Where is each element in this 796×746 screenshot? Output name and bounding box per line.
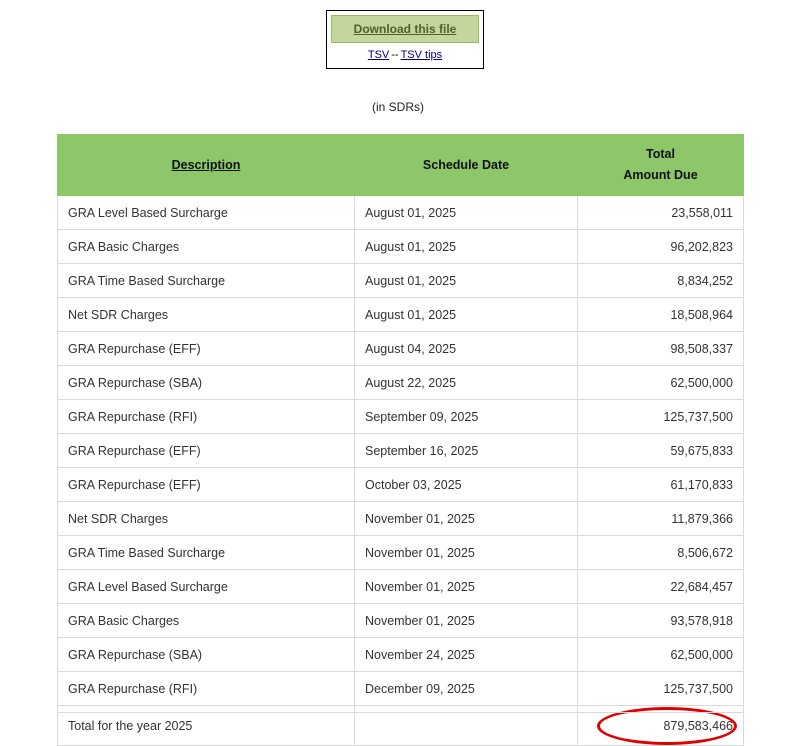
total-header-line1: Total [646, 146, 675, 161]
total-header-line2: Amount Due [623, 168, 698, 182]
table-header-row [58, 135, 744, 196]
table-row [58, 434, 744, 468]
cell-amount: 62,500,000 [578, 638, 744, 672]
column-header-description[interactable]: Description [58, 135, 355, 196]
cell-amount: 22,684,457 [578, 570, 744, 604]
table-row [58, 400, 744, 434]
cell-schedule-date: August 01, 2025 [355, 196, 578, 230]
cell-schedule-date: August 04, 2025 [355, 332, 578, 366]
cell-total-label: Total for the year 2025 [58, 706, 355, 746]
cell-schedule-date: October 03, 2025 [355, 468, 578, 502]
cell-amount: 18,508,964 [578, 298, 744, 332]
cell-amount: 11,879,366 [578, 502, 744, 536]
cell-schedule-date: August 01, 2025 [355, 298, 578, 332]
units-caption: (in SDRs) [371, 100, 424, 114]
cell-description: GRA Repurchase (EFF) [58, 468, 355, 502]
cell-description: Net SDR Charges [58, 298, 355, 332]
cell-schedule-date: December 09, 2025 [355, 672, 578, 706]
cell-amount: 23,558,011 [578, 196, 744, 230]
cell-schedule-date: November 01, 2025 [355, 502, 578, 536]
cell-description: GRA Level Based Surcharge [58, 196, 355, 230]
cell-schedule-date: August 22, 2025 [355, 366, 578, 400]
cell-description: GRA Basic Charges [58, 230, 355, 264]
table-row [58, 502, 744, 536]
bottom-divider [57, 712, 743, 713]
column-header-total-amount-due[interactable] [578, 135, 744, 196]
cell-amount: 125,737,500 [578, 400, 744, 434]
total-amount-value: 879,583,466 [663, 718, 733, 733]
schedule-table [57, 134, 744, 746]
cell-description: GRA Time Based Surcharge [58, 264, 355, 298]
cell-description: GRA Repurchase (EFF) [58, 434, 355, 468]
cell-description: GRA Repurchase (SBA) [58, 366, 355, 400]
cell-schedule-date: August 01, 2025 [355, 230, 578, 264]
table-row [58, 638, 744, 672]
cell-amount: 61,170,833 [578, 468, 744, 502]
cell-description: GRA Time Based Surcharge [58, 536, 355, 570]
cell-description: GRA Basic Charges [58, 604, 355, 638]
cell-description: Net SDR Charges [58, 502, 355, 536]
cell-schedule-date: September 16, 2025 [355, 434, 578, 468]
schedule-table-wrapper [57, 134, 743, 746]
cell-schedule-date: September 09, 2025 [355, 400, 578, 434]
cell-description: GRA Repurchase (EFF) [58, 332, 355, 366]
table-row [58, 264, 744, 298]
link-separator: -- [391, 49, 399, 61]
cell-amount: 98,508,337 [578, 332, 744, 366]
download-format-links [327, 45, 483, 68]
table-row [58, 332, 744, 366]
tsv-tips-link[interactable]: TSV tips [400, 49, 443, 61]
cell-description: GRA Repurchase (RFI) [58, 672, 355, 706]
cell-amount: 59,675,833 [578, 434, 744, 468]
cell-description: GRA Repurchase (SBA) [58, 638, 355, 672]
table-row [58, 536, 744, 570]
download-this-file-button[interactable]: Download this file [331, 15, 479, 43]
cell-amount: 8,834,252 [578, 264, 744, 298]
table-row [58, 230, 744, 264]
table-body [58, 196, 744, 746]
table-row [58, 366, 744, 400]
cell-description: GRA Repurchase (RFI) [58, 400, 355, 434]
table-row [58, 672, 744, 706]
cell-amount: 62,500,000 [578, 366, 744, 400]
cell-amount: 8,506,672 [578, 536, 744, 570]
table-row [58, 196, 744, 230]
cell-amount: 93,578,918 [578, 604, 744, 638]
table-row [58, 604, 744, 638]
cell-schedule-date: August 01, 2025 [355, 264, 578, 298]
cell-amount: 125,737,500 [578, 672, 744, 706]
table-row [58, 570, 744, 604]
table-row [58, 468, 744, 502]
cell-amount: 96,202,823 [578, 230, 744, 264]
cell-schedule-date: November 01, 2025 [355, 536, 578, 570]
cell-description: GRA Level Based Surcharge [58, 570, 355, 604]
table-head [58, 135, 744, 196]
cell-schedule-date: November 01, 2025 [355, 570, 578, 604]
column-header-schedule-date[interactable]: Schedule Date [355, 135, 578, 196]
cell-schedule-date: November 01, 2025 [355, 604, 578, 638]
download-panel [326, 10, 484, 69]
table-row [58, 298, 744, 332]
tsv-link[interactable]: TSV [367, 49, 390, 61]
cell-schedule-date: November 24, 2025 [355, 638, 578, 672]
